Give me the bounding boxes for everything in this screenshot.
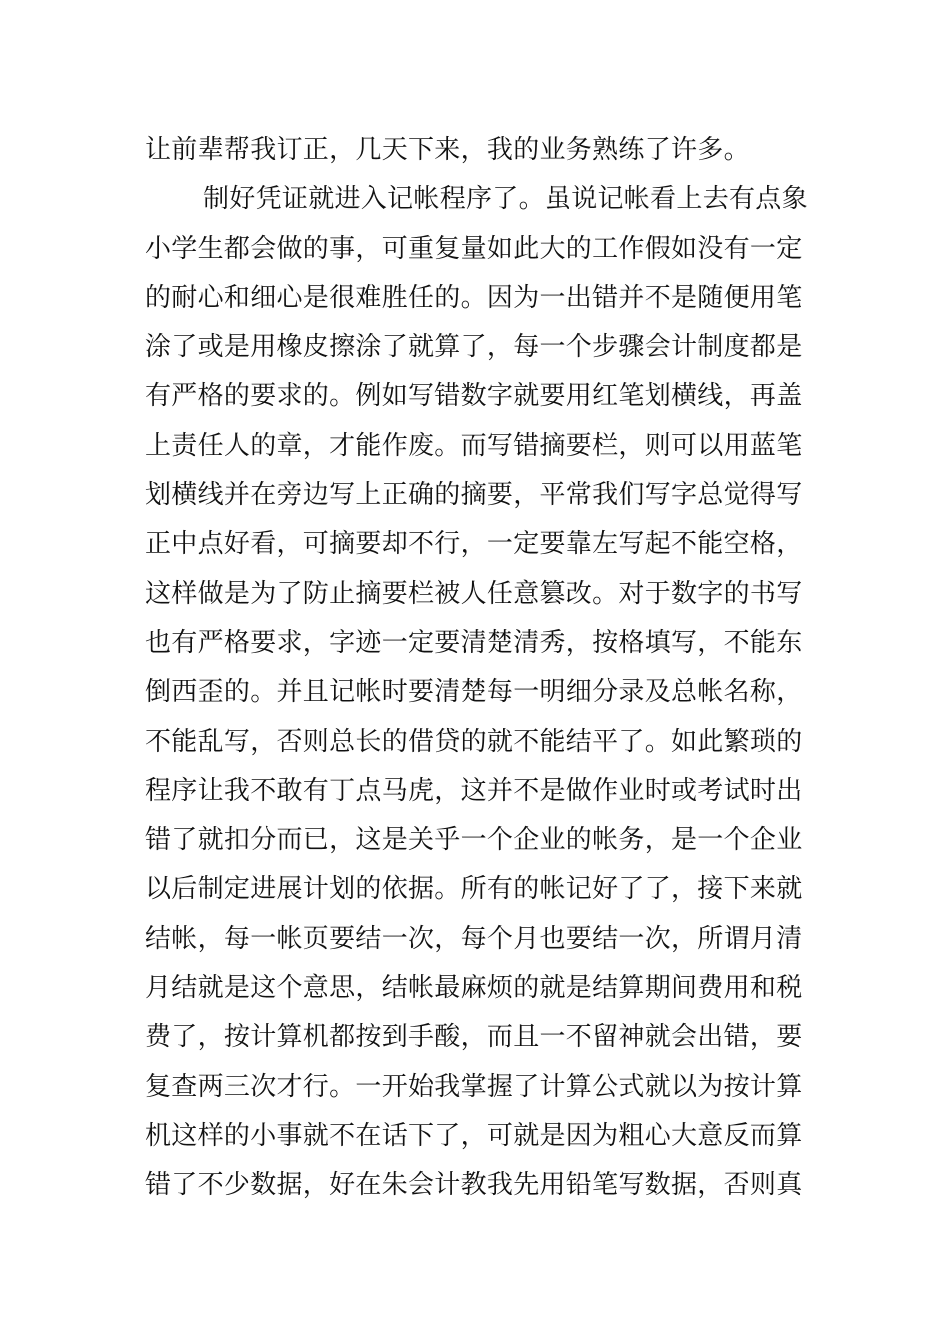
- text-line-21: 机这样的小事就不在话下了，可就是因为粗心大意反而算: [145, 1120, 803, 1151]
- body-text: [145, 126, 810, 1211]
- text-line-6: 有严格的要求的。例如写错数字就要用红笔划横线，再盖: [145, 381, 803, 412]
- text-line-7: 上责任人的章，才能作废。而写错摘要栏，则可以用蓝笔: [145, 430, 803, 461]
- text-line-1: 让前辈帮我订正，几天下来，我的业务熟练了许多。: [145, 135, 750, 165]
- text-line-8: 划横线并在旁边写上正确的摘要，平常我们写字总觉得写: [145, 480, 803, 511]
- text-line-20: 复查两三次才行。一开始我掌握了计算公式就以为按计算: [145, 1071, 803, 1102]
- text-line-17: 结帐，每一帐页要结一次，每个月也要结一次，所谓月清: [145, 923, 803, 954]
- paragraph-start-line: 制好凭证就进入记帐程序了。虽说记帐看上去有点象: [203, 184, 808, 215]
- text-line-12: 倒西歪的。并且记帐时要清楚每一明细分录及总帐名称，: [145, 677, 803, 708]
- text-line-15: 错了就扣分而已，这是关乎一个企业的帐务，是一个企业: [145, 825, 803, 856]
- text-line-11: 也有严格要求，字迹一定要清楚清秀，按格填写，不能东: [145, 627, 803, 658]
- text-line-4: 的耐心和细心是很难胜任的。因为一出错并不是随便用笔: [145, 282, 803, 313]
- text-line-16: 以后制定进展计划的依据。所有的帐记好了了，接下来就: [145, 874, 803, 905]
- text-line-19: 费了，按计算机都按到手酸，而且一不留神就会出错，要: [145, 1022, 803, 1053]
- text-line-22: 错了不少数据，好在朱会计教我先用铅笔写数据，否则真: [145, 1170, 803, 1201]
- text-line-3: 小学生都会做的事，可重复量如此大的工作假如没有一定: [145, 233, 803, 264]
- text-line-18: 月结就是这个意思，结帐最麻烦的就是结算期间费用和税: [145, 973, 803, 1004]
- text-line-9: 正中点好看，可摘要却不行，一定要靠左写起不能空格，: [145, 529, 803, 560]
- text-line-5: 涂了或是用橡皮擦涂了就算了，每一个步骤会计制度都是: [145, 332, 803, 363]
- text-line-14: 程序让我不敢有丁点马虎，这并不是做作业时或考试时出: [145, 775, 803, 806]
- text-line-10: 这样做是为了防止摘要栏被人任意篡改。对于数字的书写: [145, 578, 803, 609]
- text-line-13: 不能乱写，否则总长的借贷的就不能结平了。如此繁琐的: [145, 726, 803, 757]
